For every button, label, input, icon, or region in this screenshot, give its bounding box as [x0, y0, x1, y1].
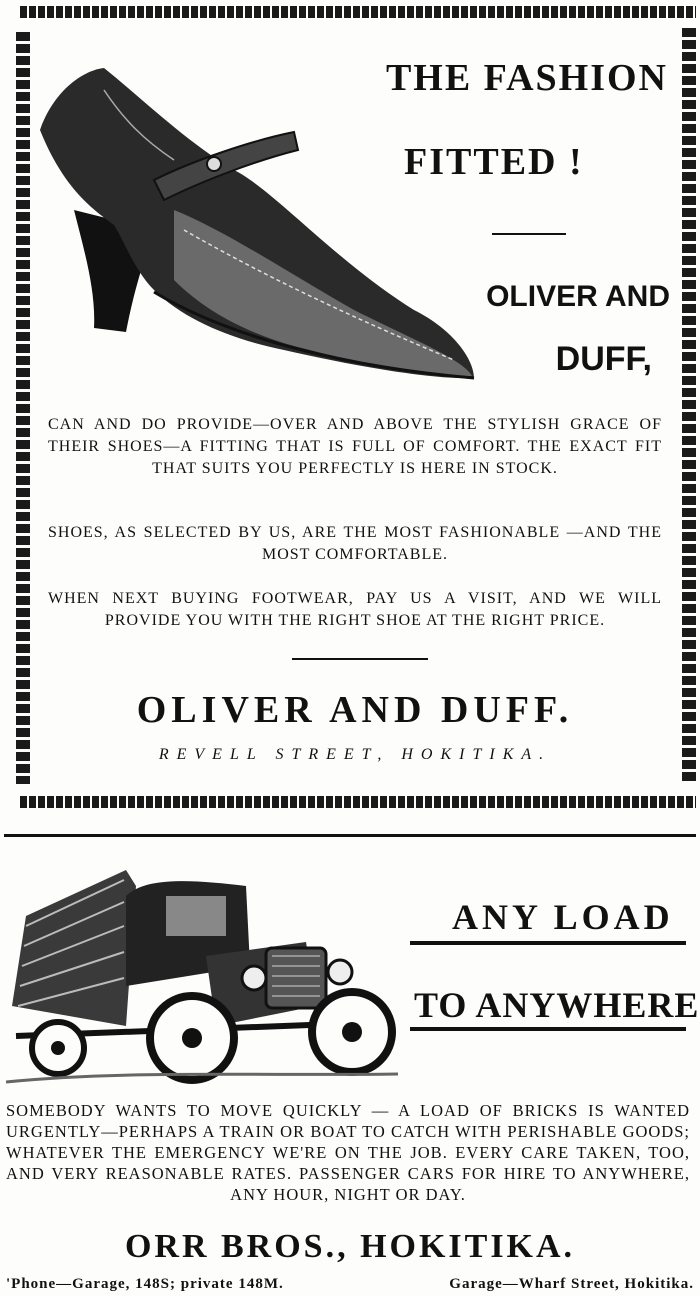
- headline-the-fashion: THE FASHION: [385, 57, 668, 99]
- firm-name-line-2: DUFF,: [555, 340, 652, 378]
- signature-orr-bros: ORR BROS., HOKITIKA.: [124, 1228, 576, 1265]
- orr-bros-body: SOMEBODY WANTS TO MOVE QUICKLY — A LOAD OF BRICKS IS WANTED URGENTLY—PERHAPS A TRAIN OR BOAT TO CATCH WITH PERISHABLE GOODS; WHATEVER THE EMERGENCY WE'RE ON THE JOB. EVERY CARE TAKEN, TOO, AND VERY REASONABLE RATES. PASSENGER CARS FOR HIRE TO ANYWHERE, ANY HOUR, NIGHT OR DAY.: [6, 1101, 690, 1204]
- shoe-illustration: [34, 60, 484, 390]
- headline-rule-2: [410, 1027, 686, 1031]
- headline-to-anywhere: TO ANYWHERE: [414, 985, 700, 1025]
- headline-rule: [492, 233, 566, 235]
- lorry-illustration: [6, 856, 398, 1096]
- top-border: [20, 6, 696, 18]
- ad-separator: [4, 834, 696, 837]
- paragraph-3: WHEN NEXT BUYING FOOTWEAR, PAY US A VISIT, AND WE WILL PROVIDE YOU WITH THE RIGHT SHOE AT THE RIGHT PRICE.: [48, 590, 662, 629]
- headline-fitted: FITTED !: [404, 141, 584, 183]
- right-border: [682, 28, 696, 784]
- garage-address: Garage—Wharf Street, Hokitika.: [449, 1276, 694, 1292]
- divider-rule: [292, 658, 428, 660]
- headline-rule-1: [410, 941, 686, 945]
- left-border: [16, 32, 30, 784]
- paragraph-2: SHOES, AS SELECTED BY US, ARE THE MOST FASHIONABLE —AND THE MOST COMFORTABLE.: [48, 524, 662, 563]
- headline-any-load: ANY LOAD: [452, 897, 674, 937]
- signature-oliver-and-duff: OLIVER AND DUFF.: [136, 689, 574, 731]
- phone-line: 'Phone—Garage, 148S; private 148M.: [6, 1276, 284, 1292]
- bottom-border: [20, 796, 696, 808]
- paragraph-1: CAN AND DO PROVIDE—OVER AND ABOVE THE STYLISH GRACE OF THEIR SHOES—A FITTING THAT IS FULL OF COMFORT. THE EXACT FIT THAT SUITS YOU PERFECTLY IS HERE IN STOCK.: [48, 416, 662, 477]
- firm-name-line-1: OLIVER AND: [486, 280, 670, 313]
- address-line: REVELL STREET, HOKITIKA.: [158, 746, 552, 763]
